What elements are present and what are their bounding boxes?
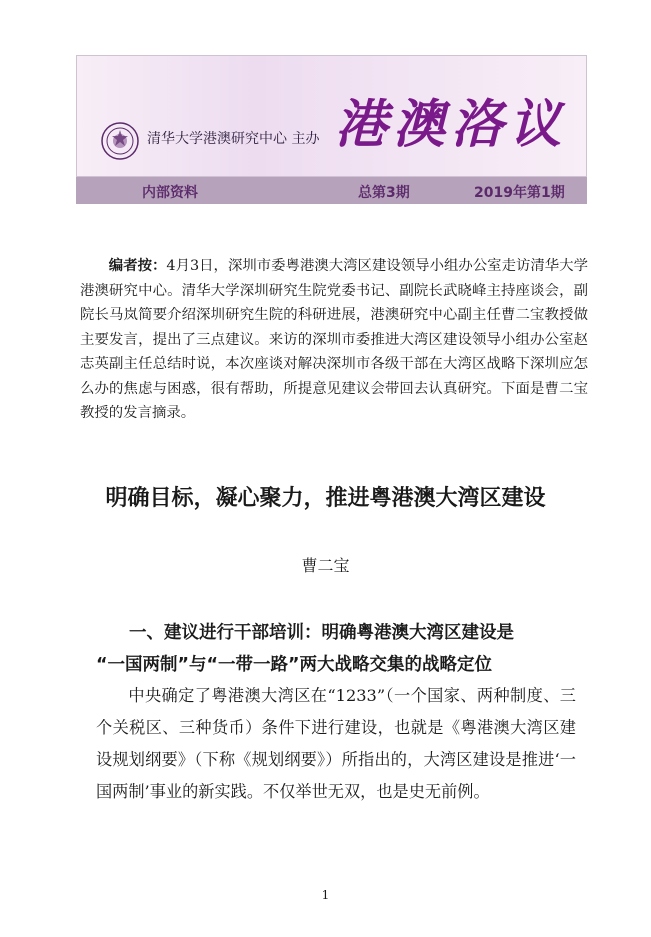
masthead-banner: [76, 55, 587, 177]
journal-brand: 港澳洛议: [335, 94, 568, 155]
article-title: 明确目标，凝心聚力，推进粤港澳大湾区建设: [105, 486, 546, 511]
editor-note-text: 4月3日，深圳市委粤港澳大湾区建设领导小组办公室走访清华大学港澳研究中心。清华大学深圳研究生院党委书记、副院长武晓峰主持座谈会，副院长马岚简要介绍深圳研究生院的科研进展，港澳研究中心副主任曹二宝教授做主要发言，提出了三点建议。来访的深圳市委推进大湾区建设领导小组办公室赵志英副主任总结时说，本次座谈对解决深圳市各级干部在大湾区战略下深圳应怎么办的焦虑与困惑，很有帮助，所提意见建议会带回去认真研究。下面是曹二宝教授的发言摘录。: [80, 258, 588, 421]
total-issue-label: 总第3期: [358, 185, 410, 201]
organizer-text: 清华大学港澳研究中心 主办: [147, 131, 320, 147]
article-author: 曹二宝: [301, 556, 350, 575]
internal-label: 内部资料: [142, 185, 198, 201]
university-seal-icon: [101, 122, 139, 160]
editor-note-label: 编者按：: [108, 257, 167, 274]
body-paragraph: 中央确定了粤港澳大湾区在“1233”（一个国家、两种制度、三个关税区、三种货币）条件下进行建设，也就是《粤港澳大湾区建设规划纲要》（下称《规划纲要》）所指出的，大湾区建设是推进‘一国两制’事业的新实践。不仅举世无双，也是史无前例。: [96, 686, 576, 801]
section-heading-line-2: “一国两制”与“一带一路”两大战略交集的战略定位: [96, 655, 493, 675]
section-heading-line-1: 一、建议进行干部培训：明确粤港澳大湾区建设是: [129, 623, 514, 643]
page-number: 1: [321, 888, 330, 902]
year-issue-label: 2019年第1期: [474, 185, 565, 201]
issue-info-bar: [76, 177, 587, 204]
section-heading: [96, 617, 576, 681]
editor-note: [80, 254, 588, 426]
